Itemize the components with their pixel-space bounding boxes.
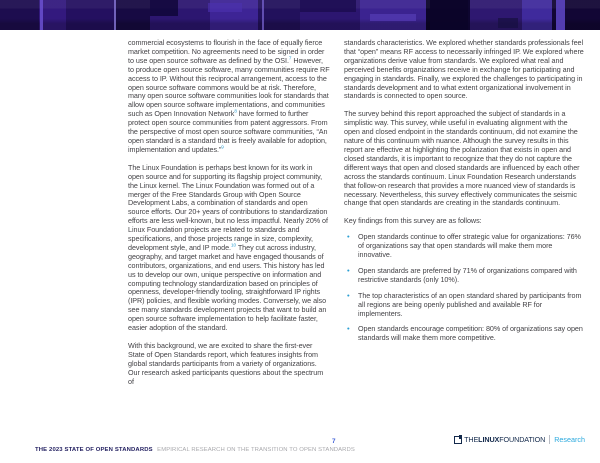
bullet-item xyxy=(344,267,584,285)
header-pattern-block xyxy=(40,0,43,30)
footer-report-subtitle: EMPIRICAL RESEARCH ON THE TRANSITION TO OPEN STANDARDS xyxy=(157,447,355,453)
paragraph: commercial ecosystems to flourish in the face of equally fierce market competition. No agreements need to be signed in order to use open source software as defined by the OSI.$^7$ However, to produce open source software, many communities require RF access to IP. Without this reciprocal arrangement, access to the open source software commons would be at risk. Therefore, many open source software communities look for standards that allow open source software implementations, and communities such as Open Innovation Network$^8$ have formed to further protect open source communities from patent aggressors. From the perspective of most open source software communities, “An open standard is a standard that is freely available for adoption, implementation and updates.”$^9$ xyxy=(128,38,330,154)
bullet-icon: • xyxy=(347,265,350,275)
bullet-text: Open standards encourage competition: 80% of organizations say open standards will make them more competitive. xyxy=(358,324,583,343)
bullet-item xyxy=(344,325,584,343)
right-column xyxy=(344,39,584,350)
header-pattern-block xyxy=(208,3,242,12)
bullet-icon: • xyxy=(347,290,350,300)
footnote-ref: 9 xyxy=(221,144,224,150)
linux-foundation-logo-icon xyxy=(454,436,462,444)
bullet-icon: • xyxy=(347,232,350,242)
header-pattern-block xyxy=(114,0,116,30)
research-label: Research xyxy=(554,435,585,444)
footnote-ref: 8 xyxy=(234,108,237,114)
header-pattern-block xyxy=(370,14,416,21)
page-number: 7 xyxy=(332,438,336,445)
paragraph: The survey behind this report approached the subject of standards in a simplistic way. This survey, while useful in evaluating alignment with the open and closed endpoint in the standards continuum, did not examine the nature of this continuum with nuance. Although the survey results in this report are effective at highlighting the polarization that exists in open and closed standards, it is important to recognize that they do not capture the different ways that open and closed standards are influenced by each other across the standards continuum. Linux Foundation Research understands that follow-on research that provides a more nuanced view of standards is necessary. Nevertheless, this survey effectively communicates the seismic change that open standards are creating in the standards continuum. xyxy=(344,109,580,208)
left-column xyxy=(128,39,330,396)
header-banner xyxy=(0,0,600,30)
footnote-ref: 10 xyxy=(231,242,237,248)
right-column-paragraphs xyxy=(344,39,584,208)
linux-foundation-logo xyxy=(454,435,585,444)
bullet-text: Open standards continue to offer strategic value for organizations: 76% of organizations say that open standards will make them more innovative. xyxy=(358,232,581,260)
bullet-text: Open standards are preferred by 71% of organizations compared with restrictive standards (only 10%). xyxy=(358,265,577,284)
bullet-item xyxy=(344,292,584,319)
bullet-icon: • xyxy=(347,324,350,334)
header-pattern-block xyxy=(556,0,565,30)
bullet-item xyxy=(344,233,584,260)
footnote-ref: 7 xyxy=(288,55,292,61)
linux-foundation-logo-text: THELINUXFOUNDATION xyxy=(464,435,546,444)
header-pattern-block xyxy=(150,0,178,16)
key-findings-intro: Key findings from this survey are as follows: xyxy=(344,216,482,226)
divider xyxy=(549,435,550,444)
paragraph: With this background, we are excited to share the first-ever State of Open Standards report, which features insights from global standards participants from a variety of organizations. Our research asked participants questions about the spectrum of xyxy=(128,341,324,386)
paragraph: The Linux Foundation is perhaps best known for its work in open source and for supporting its flagship project community, the Linux kernel. The Linux Foundation was formed out of a merger of the Free Standards Group with Open Source Development Labs, a combination of standards and open source efforts. Our 20+ years of contributions to standardization efforts are less well-known, but no less impactful. Nearly 20% of Linux Foundation projects are related to standards and specifications, and those projects range in size, complexity, development style, and IP mode.$^{10}$ They cut across industry, geography, and target market and have engaged thousands of contributors, organizations, and end users. This history has led us to develop our own, unique perspective on information and computing technology standardization based on principles of openness, developer-friendly tooling, straightforward IP rights (IPR) policies, and flexible working modes. Conversely, we also see many standards development projects that want to build an open source software implementation to help facilitate faster, easier adoption of the standard. xyxy=(128,162,328,333)
header-pattern-block xyxy=(262,0,264,30)
header-pattern-block xyxy=(498,18,518,28)
bullet-text: The top characteristics of an open standard shared by participants from all regions are being openly published and available RF for implementers. xyxy=(358,290,582,318)
header-pattern-block xyxy=(300,0,356,12)
footer xyxy=(35,438,355,456)
paragraph: standards characteristics. We explored whether standards professionals feel that “open” means RF access to necessarily infringed IP. We explored where organizations derive value from standards. We explored what real and perceived benefits organizations receive in exchange for participating and engaging in standards. Finally, we explored the challenges to participating in standards development and to what extent organizational involvement in standards is connected to open source. xyxy=(344,38,584,101)
header-pattern-block xyxy=(430,0,470,30)
footer-report-title: THE 2023 STATE OF OPEN STANDARDS xyxy=(35,447,153,453)
key-findings-list xyxy=(344,233,584,343)
